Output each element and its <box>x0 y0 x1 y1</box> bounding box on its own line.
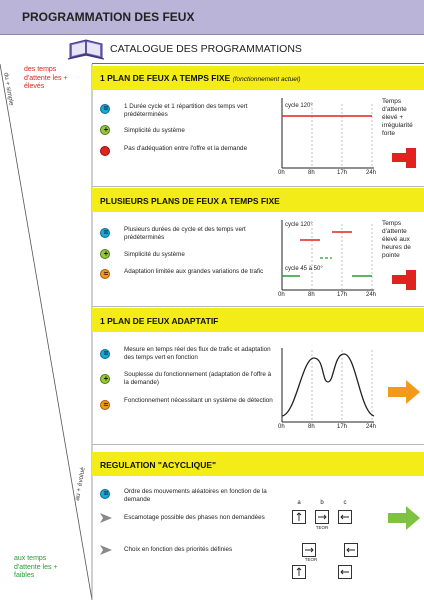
top-axis-label: des temps d'attente les + élevés <box>24 66 68 90</box>
approx-icon: ≈ <box>100 400 110 410</box>
tick-24h: 24h <box>366 424 377 430</box>
chart-3-ticks <box>278 424 378 432</box>
orange-arrow-icon <box>388 380 420 404</box>
tick-17h: 17h <box>337 170 348 176</box>
approx-icon: ≈ <box>100 269 110 279</box>
section-4-item-2: Escamotage possible des phases non demandées <box>124 514 265 521</box>
section-separator <box>92 444 424 445</box>
equals-icon: = <box>100 104 110 114</box>
teor-label: TEOR <box>304 557 318 562</box>
section-1-note: Temps d'attente élevé + irrégularité forte <box>382 98 413 137</box>
plus-icon: + <box>100 374 110 384</box>
section-1-item-3: Pas d'adéquation entre l'offre et la demande <box>124 145 248 152</box>
phase-row-3 <box>292 565 372 581</box>
tick-8h: 8h <box>308 292 315 298</box>
red-t-icon <box>392 148 418 168</box>
phase-letter-b: b <box>320 500 324 506</box>
section-3-item-1: Mesure en temps réel des flux de trafic et adaptation des temps vert en fonction <box>124 346 271 361</box>
equals-icon: = <box>100 489 110 499</box>
header-divider <box>0 34 424 35</box>
section-2-note: Temps d'attente élevé aux heures de pointe <box>382 220 411 259</box>
chart-2-label-2: cycle 45 à 50° <box>285 266 323 272</box>
rotated-label-evolved: au + évolué <box>74 466 87 502</box>
section-separator <box>92 306 424 307</box>
tick-0h: 0h <box>278 292 285 298</box>
section-1-title: 1 PLAN DE FEUX A TEMPS FIXE (fonctionnement actuel) <box>100 73 301 83</box>
section-3-item-2: Souplesse du fonctionnement (adaptation de l'offre à la demande) <box>124 371 272 386</box>
section-4-item-3: Choix en fonction des priorités définies <box>124 546 233 553</box>
red-t-icon <box>392 270 418 290</box>
section-separator <box>92 186 424 187</box>
section-3-item-3: Fonctionnement nécessitant un système de détection <box>124 397 273 404</box>
plus-icon: + <box>100 249 110 259</box>
teor-label: TEOR <box>315 525 329 530</box>
chart-2-ticks <box>278 292 378 300</box>
phase-row-1 <box>292 510 372 530</box>
book-icon <box>66 36 106 62</box>
arrow-icon <box>100 545 112 555</box>
tick-17h: 17h <box>337 292 348 298</box>
page-title: PROGRAMMATION DES FEUX <box>22 10 195 24</box>
tick-0h: 0h <box>278 424 285 430</box>
chart-2-label-1: cycle 120° <box>285 222 313 228</box>
section-2-item-3: Adaptation limitée aux grandes variations de trafic <box>124 268 264 275</box>
bottom-axis-label: aux temps d'attente les + faibles <box>14 555 58 579</box>
minus-icon <box>100 146 110 156</box>
section-2-item-1: Plusieurs durées de cycle et des temps vert prédéterminés <box>124 226 246 241</box>
section-2-item-2: Simplicité du système <box>124 251 185 258</box>
plus-icon: + <box>100 125 110 135</box>
section-4-item-1: Ordre des mouvements aléatoires en fonction de la demande <box>124 488 267 503</box>
section-1-item-1: 1 Durée cycle et 1 répartition des temps vert prédéterminées <box>124 103 248 118</box>
tick-8h: 8h <box>308 424 315 430</box>
phase-letter-a: a <box>297 500 301 506</box>
section-2-title: PLUSIEURS PLANS DE FEUX A TEMPS FIXE <box>100 196 280 206</box>
green-arrow-icon <box>388 506 420 530</box>
section-3-title: 1 PLAN DE FEUX ADAPTATIF <box>100 316 219 326</box>
chart-1-ticks <box>278 170 378 178</box>
tick-24h: 24h <box>366 170 377 176</box>
section-3-chart <box>278 346 378 430</box>
section-2-chart <box>278 218 378 298</box>
equals-icon: = <box>100 228 110 238</box>
phase-letter-c: c <box>343 500 347 506</box>
rotated-label-simple: du + simple <box>2 72 15 107</box>
arrow-icon <box>100 513 112 523</box>
tick-8h: 8h <box>308 170 315 176</box>
catalog-underline <box>92 63 424 64</box>
chart-1-label: cycle 120° <box>285 103 313 109</box>
complexity-axis <box>0 64 94 600</box>
tick-24h: 24h <box>366 292 377 298</box>
tick-0h: 0h <box>278 170 285 176</box>
catalog-title: CATALOGUE DES PROGRAMMATIONS <box>110 43 302 55</box>
section-4-title: REGULATION "ACYCLIQUE" <box>100 460 217 470</box>
section-1-item-2: Simplicité du système <box>124 127 185 134</box>
equals-icon: = <box>100 349 110 359</box>
tick-17h: 17h <box>337 424 348 430</box>
